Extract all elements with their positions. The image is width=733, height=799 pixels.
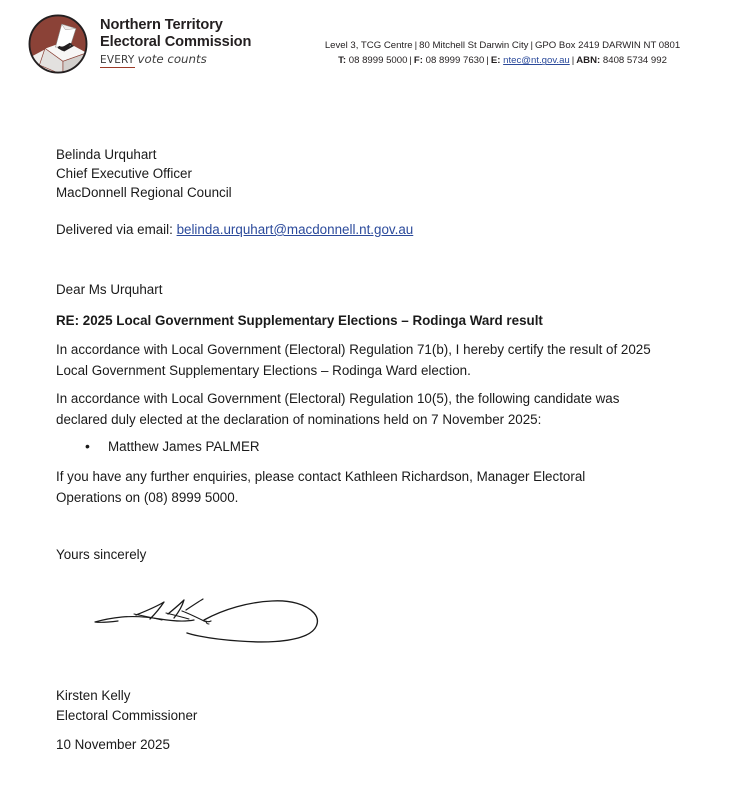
letter-date: 10 November 2025 <box>56 737 170 752</box>
abn-value: 8408 5734 992 <box>602 55 667 67</box>
subject-line: RE: 2025 Local Government Supplementary Elections – Rodinga Ward result <box>56 313 543 328</box>
contact-comms-line <box>280 53 725 68</box>
phone-label: T: <box>338 55 347 67</box>
addressee-organisation: MacDonnell Regional Council <box>56 185 232 201</box>
elected-candidate-list <box>56 437 260 457</box>
email-label: E: <box>490 55 501 67</box>
phone-value: 08 8999 5000 <box>348 55 408 67</box>
letterhead <box>0 0 733 95</box>
signer-block <box>56 686 197 725</box>
addressee-name: Belinda Urquhart <box>56 147 157 162</box>
list-item: • Matthew James PALMER <box>56 437 260 457</box>
signer-title: Electoral Commissioner <box>56 707 198 723</box>
tagline-every: EVERY <box>100 54 135 66</box>
salutation: Dear Ms Urquhart <box>56 282 163 297</box>
organisation-name-line-2: Electoral Commission <box>100 33 252 50</box>
closing-salutation: Yours sincerely <box>56 547 147 562</box>
handwritten-signature-icon <box>74 580 339 655</box>
comms-separator-3: | <box>571 55 575 67</box>
abn-label: ABN: <box>576 55 601 67</box>
addressee-email-link[interactable]: belinda.urquhart@macdonnell.nt.gov.au <box>176 222 414 237</box>
ballot-box-icon <box>27 13 89 75</box>
paragraph-certification: In accordance with Local Government (Electoral) Regulation 71(b), I hereby certify the result of 2025 Local Government Supplementary Elections – Rodinga Ward election. <box>56 342 651 378</box>
signer-name: Kirsten Kelly <box>56 688 131 703</box>
contact-details <box>280 38 725 69</box>
address-level: Level 3, TCG Centre <box>324 40 413 51</box>
address-postal: GPO Box 2419 DARWIN NT 0801 <box>534 40 681 51</box>
comms-separator-2: | <box>486 55 489 67</box>
delivery-method-line <box>56 220 413 239</box>
organisation-name-line-1: Northern Territory <box>100 17 223 33</box>
fax-value: 08 8999 7630 <box>425 55 485 67</box>
organisation-wordmark <box>100 13 251 67</box>
address-separator-2: | <box>530 40 533 51</box>
fax-label: F: <box>413 55 423 67</box>
organisation-logo <box>27 13 251 75</box>
delivery-prefix: Delivered via email: <box>56 222 177 237</box>
paragraph-declaration: In accordance with Local Government (Electoral) Regulation 10(5), the following candidate was declared duly elected at the declaration of nominations held on 7 November 2025: <box>56 391 620 427</box>
contact-address-line <box>280 38 725 53</box>
letterhead-email-link[interactable]: ntec@nt.gov.au <box>503 55 570 67</box>
paragraph-enquiries: If you have any further enquiries, please contact Kathleen Richardson, Manager Electoral Operations on (08) 8999 5000. <box>56 469 586 505</box>
organisation-tagline <box>100 53 251 67</box>
address-separator-1: | <box>414 40 418 51</box>
address-street: 80 Mitchell St Darwin City <box>419 40 529 51</box>
addressee-block <box>56 145 232 203</box>
comms-separator-1: | <box>409 55 412 67</box>
tagline-rest: vote counts <box>137 52 207 66</box>
addressee-title: Chief Executive Officer <box>56 166 192 182</box>
